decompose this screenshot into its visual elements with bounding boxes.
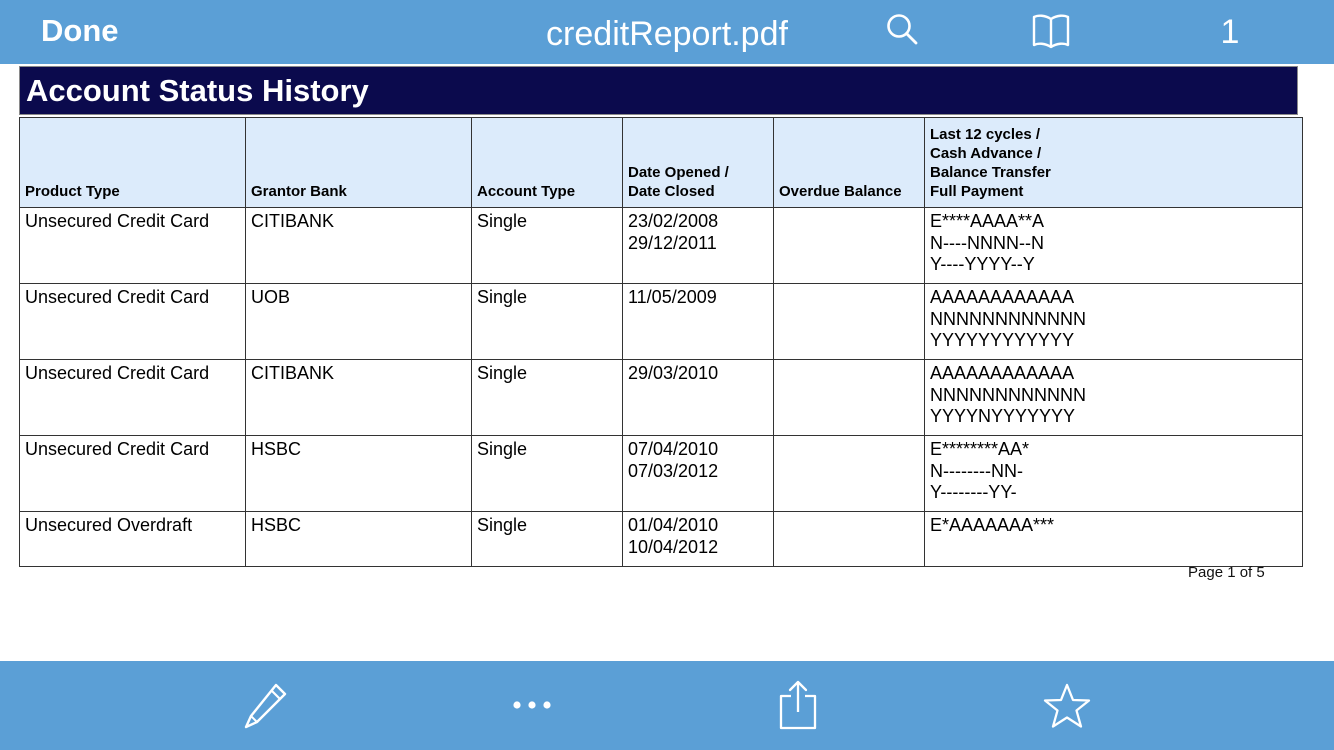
column-header-grantor-bank: Grantor Bank — [246, 118, 472, 208]
cell-cycles: E****AAAA**A N----NNNN--N Y----YYYY--Y — [925, 208, 1303, 284]
pencil-icon — [243, 681, 289, 731]
cell-product-type: Unsecured Credit Card — [20, 360, 246, 436]
pdf-page — [0, 64, 1334, 661]
cell-cycles: AAAAAAAAAAAA NNNNNNNNNNNN YYYYYYYYYYYY — [925, 284, 1303, 360]
markup-button[interactable] — [243, 681, 289, 731]
top-toolbar — [0, 0, 1334, 64]
star-icon — [1042, 682, 1092, 730]
column-header-dates: Date Opened / Date Closed — [623, 118, 774, 208]
column-header-cycles: Last 12 cycles / Cash Advance / Balance Transfer Full Payment — [925, 118, 1303, 208]
done-button[interactable]: Done — [41, 13, 119, 48]
cell-grantor-bank: CITIBANK — [246, 208, 472, 284]
cell-dates: 01/04/2010 10/04/2012 — [623, 512, 774, 567]
cell-account-type: Single — [472, 284, 623, 360]
section-title: Account Status History — [19, 66, 1298, 115]
cell-overdue-balance — [774, 284, 925, 360]
column-header-product-type: Product Type — [20, 118, 246, 208]
cell-account-type: Single — [472, 208, 623, 284]
cell-overdue-balance — [774, 436, 925, 512]
share-button[interactable] — [777, 679, 819, 731]
more-icon — [509, 697, 555, 713]
account-status-table — [19, 117, 1303, 567]
table-row — [20, 208, 1303, 284]
cell-grantor-bank: HSBC — [246, 512, 472, 567]
book-icon — [1031, 12, 1071, 50]
cell-grantor-bank: CITIBANK — [246, 360, 472, 436]
table-row — [20, 512, 1303, 567]
cell-product-type: Unsecured Credit Card — [20, 436, 246, 512]
cell-overdue-balance — [774, 208, 925, 284]
page-footer: Page 1 of 5 — [1188, 564, 1265, 581]
cell-account-type: Single — [472, 512, 623, 567]
bookmarks-button[interactable] — [1031, 12, 1071, 50]
cell-product-type: Unsecured Credit Card — [20, 284, 246, 360]
table-row — [20, 284, 1303, 360]
cell-product-type: Unsecured Credit Card — [20, 208, 246, 284]
column-header-account-type: Account Type — [472, 118, 623, 208]
cell-account-type: Single — [472, 436, 623, 512]
more-button[interactable] — [509, 697, 555, 713]
cell-account-type: Single — [472, 360, 623, 436]
cell-cycles: AAAAAAAAAAAA NNNNNNNNNNNN YYYYNYYYYYYY — [925, 360, 1303, 436]
cell-dates: 29/03/2010 — [623, 360, 774, 436]
search-icon — [884, 12, 920, 48]
cell-overdue-balance — [774, 360, 925, 436]
cell-cycles: E*AAAAAAA*** — [925, 512, 1303, 567]
bottom-toolbar — [0, 661, 1334, 750]
cell-dates: 07/04/2010 07/03/2012 — [623, 436, 774, 512]
share-icon — [777, 679, 819, 731]
column-header-overdue-balance: Overdue Balance — [774, 118, 925, 208]
cell-dates: 11/05/2009 — [623, 284, 774, 360]
favorite-button[interactable] — [1042, 682, 1092, 730]
cell-overdue-balance — [774, 512, 925, 567]
page-indicator[interactable]: 1 — [1220, 13, 1240, 51]
document-title: creditReport.pdf — [546, 15, 788, 53]
table-header-row — [20, 118, 1303, 208]
search-button[interactable] — [884, 12, 920, 48]
table-row — [20, 360, 1303, 436]
cell-dates: 23/02/2008 29/12/2011 — [623, 208, 774, 284]
table-row — [20, 436, 1303, 512]
cell-grantor-bank: HSBC — [246, 436, 472, 512]
cell-product-type: Unsecured Overdraft — [20, 512, 246, 567]
cell-grantor-bank: UOB — [246, 284, 472, 360]
cell-cycles: E********AA* N--------NN- Y--------YY- — [925, 436, 1303, 512]
